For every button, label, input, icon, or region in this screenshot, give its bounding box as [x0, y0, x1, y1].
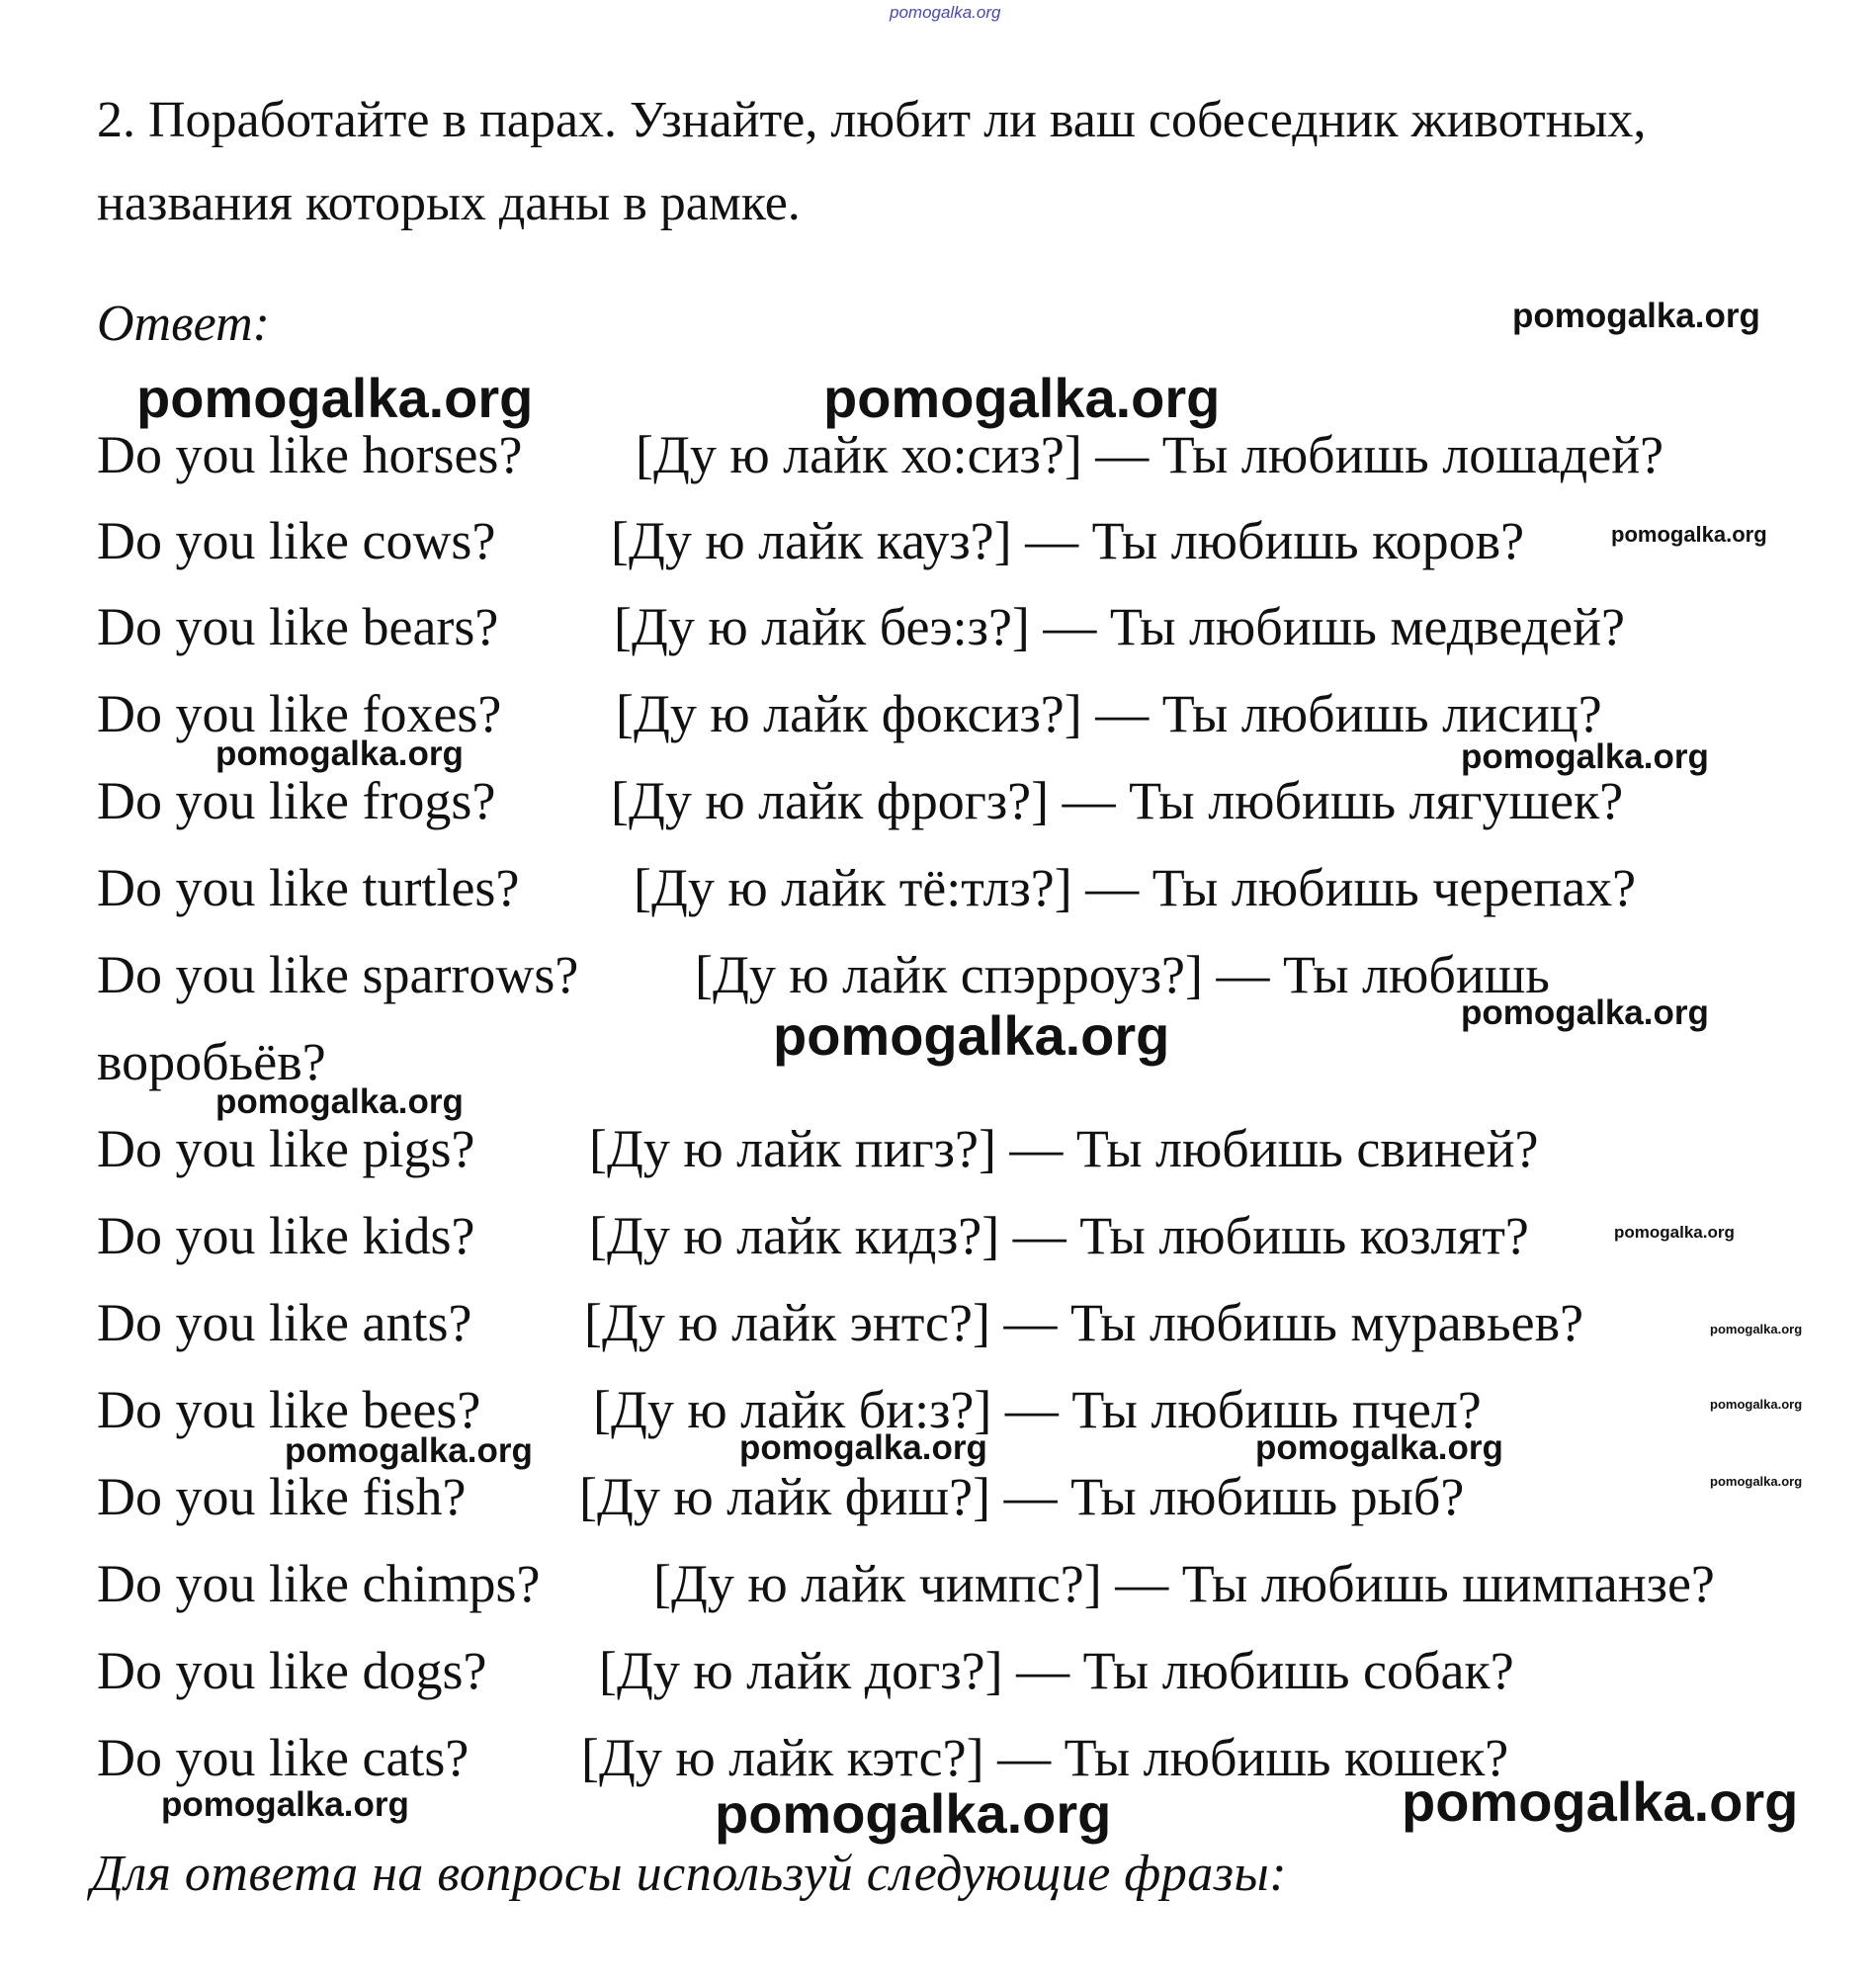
list-item	[97, 597, 1625, 656]
english-question: Do you like turtles?	[97, 858, 520, 917]
list-item	[97, 1467, 1465, 1526]
header-watermark[interactable]: pomogalka.org	[890, 3, 1001, 22]
transcription-translation: [Ду ю лайк фрогз?] — Ты любишь лягушек?	[611, 771, 1624, 830]
transcription-translation: [Ду ю лайк кэтс?] — Ты любишь кошек?	[581, 1728, 1509, 1787]
list-item	[97, 945, 1550, 1004]
list-item	[97, 858, 1637, 917]
english-question: Do you like cats?	[97, 1728, 469, 1787]
list-item	[97, 1293, 1584, 1352]
watermark: pomogalka.org	[136, 367, 534, 429]
translation-continuation: воробьёв?	[97, 1032, 326, 1091]
footer-hint: Для ответа на вопросы используй следующие фразы:	[91, 1846, 1288, 1902]
watermark: pomogalka.org	[715, 1782, 1112, 1845]
watermark: pomogalka.org	[773, 1004, 1170, 1067]
transcription-translation: [Ду ю лайк спэрроуз?] — Ты любишь	[695, 945, 1550, 1004]
transcription-translation: [Ду ю лайк фиш?] — Ты любишь рыб?	[579, 1467, 1465, 1526]
transcription-translation: [Ду ю лайк тё:тлз?] — Ты любишь черепах?	[634, 858, 1637, 917]
transcription-translation: [Ду ю лайк кидз?] — Ты любишь козлят?	[589, 1206, 1529, 1265]
english-question: Do you like frogs?	[97, 771, 496, 830]
watermark: pomogalka.org	[1710, 1322, 1803, 1336]
transcription-translation: [Ду ю лайк фоксиз?] — Ты любишь лисиц?	[616, 684, 1602, 743]
watermark: pomogalka.org	[1461, 737, 1709, 776]
watermark: pomogalka.org	[215, 1082, 464, 1121]
watermark: pomogalka.org	[823, 367, 1221, 429]
task-line-1: 2. Поработайте в парах. Узнайте, любит ли ваш собеседник животных,	[97, 92, 1647, 148]
watermark: pomogalka.org	[1611, 522, 1767, 547]
transcription-translation: [Ду ю лайк би:з?] — Ты любишь пчел?	[593, 1380, 1482, 1439]
list-item	[97, 1119, 1539, 1178]
english-question: Do you like cows?	[97, 511, 496, 570]
list-item	[97, 771, 1624, 830]
watermark: pomogalka.org	[161, 1785, 409, 1824]
transcription-translation: [Ду ю лайк кауз?] — Ты любишь коров?	[611, 511, 1525, 570]
list-item	[97, 1380, 1482, 1439]
english-question: Do you like kids?	[97, 1206, 475, 1265]
transcription-translation: [Ду ю лайк хо:сиз?] — Ты любишь лошадей?	[636, 425, 1664, 484]
watermark: pomogalka.org	[1614, 1223, 1735, 1242]
list-item	[97, 1554, 1715, 1613]
english-question: Do you like horses?	[97, 425, 523, 484]
watermark: pomogalka.org	[1710, 1474, 1803, 1489]
english-question: Do you like dogs?	[97, 1641, 487, 1700]
english-question: Do you like sparrows?	[97, 945, 579, 1004]
watermark: pomogalka.org	[1402, 1770, 1799, 1833]
list-item	[97, 1206, 1529, 1265]
list-item	[97, 425, 1664, 484]
transcription-translation: [Ду ю лайк энтс?] — Ты любишь муравьев?	[584, 1293, 1584, 1352]
transcription-translation: [Ду ю лайк беэ:з?] — Ты любишь медведей?	[614, 597, 1625, 656]
english-question: Do you like foxes?	[97, 684, 502, 743]
watermark: pomogalka.org	[1255, 1428, 1503, 1467]
list-item	[97, 1641, 1514, 1700]
english-question: Do you like chimps?	[97, 1554, 541, 1613]
watermark: pomogalka.org	[215, 734, 464, 773]
english-question: Do you like ants?	[97, 1293, 472, 1352]
watermark: pomogalka.org	[1512, 297, 1760, 335]
list-item	[97, 1728, 1509, 1787]
watermark: pomogalka.org	[1461, 993, 1709, 1032]
answer-label: Ответ:	[97, 296, 270, 352]
task-line-2: названия которых даны в рамке.	[97, 175, 801, 231]
transcription-translation: [Ду ю лайк догз?] — Ты любишь собак?	[599, 1641, 1514, 1700]
transcription-translation: [Ду ю лайк пигз?] — Ты любишь свиней?	[589, 1119, 1539, 1178]
english-question: Do you like pigs?	[97, 1119, 475, 1178]
watermark: pomogalka.org	[285, 1431, 533, 1470]
list-item	[97, 511, 1525, 570]
watermark: pomogalka.org	[739, 1428, 987, 1467]
transcription-translation: [Ду ю лайк чимпс?] — Ты любишь шимпанзе?	[653, 1554, 1715, 1613]
english-question: Do you like fish?	[97, 1467, 467, 1526]
list-item-continuation	[97, 1032, 326, 1091]
english-question: Do you like bears?	[97, 597, 499, 656]
english-question: Do you like bees?	[97, 1380, 481, 1439]
watermark: pomogalka.org	[1710, 1397, 1803, 1412]
list-item	[97, 684, 1602, 743]
